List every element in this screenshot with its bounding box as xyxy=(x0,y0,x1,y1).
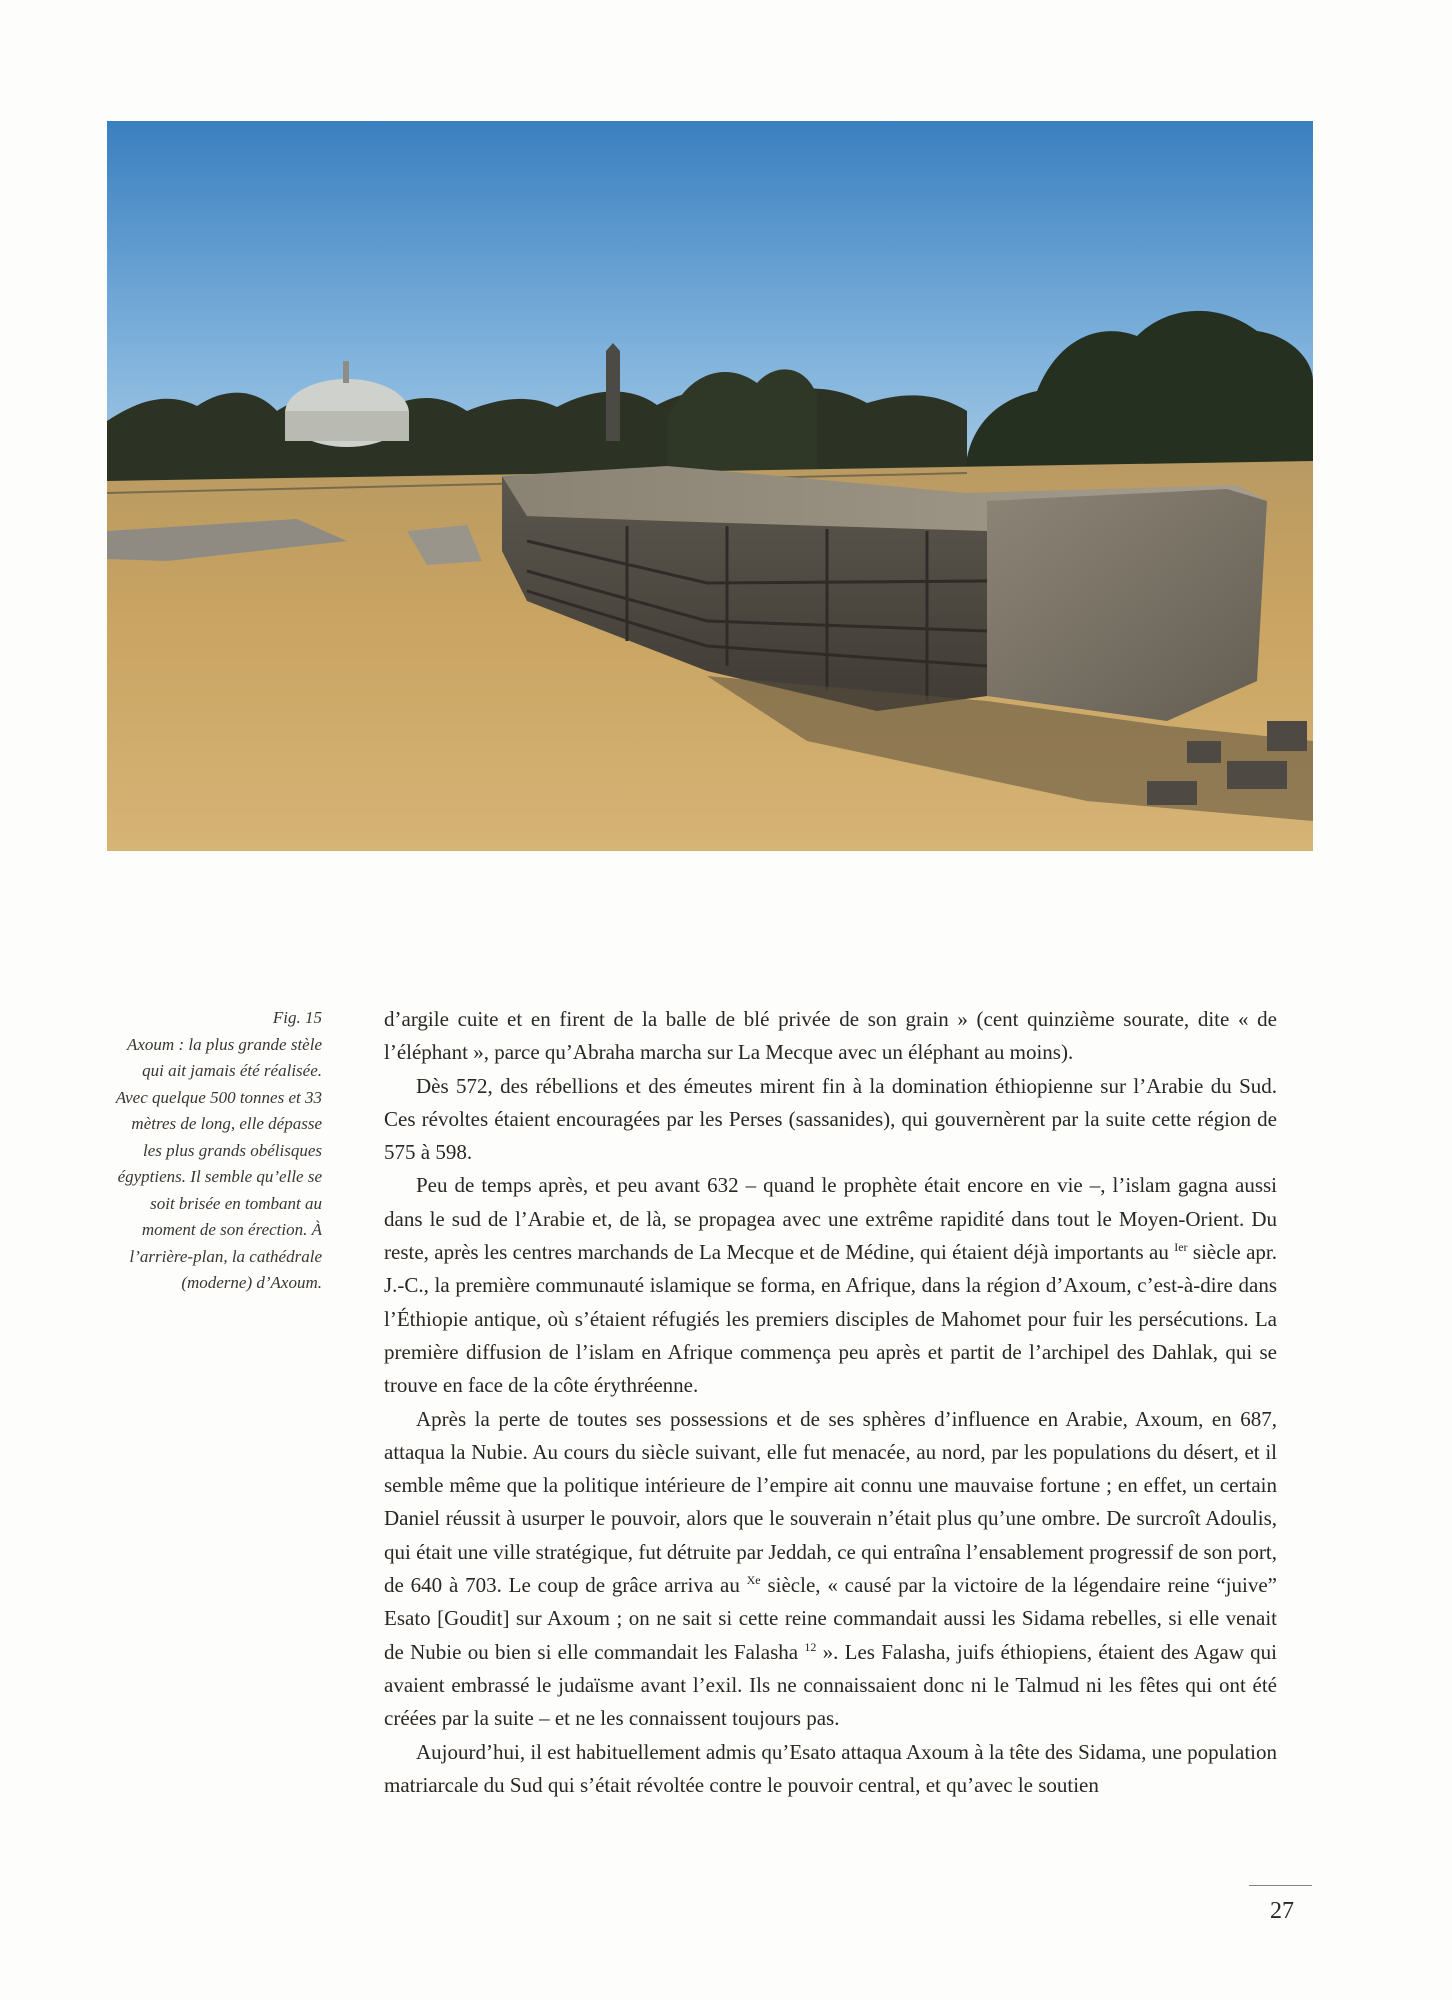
standing-obelisk xyxy=(606,351,620,441)
body-text xyxy=(384,1003,1277,1802)
paragraph-2: Dès 572, des rébellions et des émeutes mirent fin à la domination éthiopienne sur l’Arabie du Sud. Ces révoltes étaient encouragées par les Perses (sassanides), qui gouvernèrent par la suite cette région de 575 à 598. xyxy=(384,1073,1277,1165)
caption-text: Axoum : la plus grande stèle qui ait jamais été réalisée. Avec quelque 500 tonnes et 33 mètres de long, elle dépasse les plus grands obélisques égyptiens. Il semble qu’elle se soit brisée en tombant au moment de son érection. À l’arrière-plan, la cathédrale (moderne) d’Axoum. xyxy=(115,1034,322,1292)
paragraph-3: Peu de temps après, et peu avant 632 – quand le prophète était encore en vie –, l’islam gagna aussi dans le sud de l’Arabie et, de là, se propagea avec une extrême rapidité dans tout le Moyen-Orient. Du reste, après les centres marchands de La Mecque et de Médine, qui étaient déjà importants au $^{Ier}$ siècle apr. J.-C., la première communauté islamique se forma, en Afrique, dans la région d’Axoum, c’est-à-dire dans l’Éthiopie antique, où s’étaient réfugiés les premiers disciples de Mahomet pour fuir les persécutions. La première diffusion de l’islam en Afrique commença peu après et partit de l’archipel des Dahlak, qui se trouve en face de la côte érythréenne. xyxy=(384,1173,1277,1398)
stele-broken-end xyxy=(987,489,1267,721)
paragraph-1: d’argile cuite et en firent de la balle de blé privée de son grain » (cent quinzième sourate, dite « de l’éléphant », parce qu’Abraha marcha sur La Mecque avec un éléphant au moins). xyxy=(384,1007,1277,1065)
stele-photograph xyxy=(107,121,1313,851)
folio-rule xyxy=(1249,1885,1312,1886)
century-superscript: Ier xyxy=(1174,1240,1188,1255)
paragraph-4: Après la perte de toutes ses possessions et de ses sphères d’influence en Arabie, Axoum, en 687, attaqua la Nubie. Au cours du siècle suivant, elle fut menacée, au nord, par les populations du désert, et il semble même que la politique intérieure de l’empire ait connu une mauvaise fortune ; en effet, un certain Daniel réussit à usurper le pouvoir, alors que le souverain n’était plus qu’une ombre. De surcroît Adoulis, qui était une ville stratégique, fut détruite par Jeddah, ce qui entraîna l’ensablement progressif de son port, de 640 à 703. Le coup de grâce arriva au $^{Xe}$ siècle, « causé par la victoire de la légendaire reine “juive” Esato [Goudit] sur Axoum ; on ne sait si cette reine commandait aussi les Sidama rebelles, si elle venait de Nubie ou bien si elle commandait les Falasha $^{12}$ ». Les Falasha, juifs éthiopiens, étaient des Agaw qui avaient embrassé le judaïsme avant l’exil. Ils ne connaissaient donc ni le Talmud ni les fêtes qui ont été créées par la suite – et ne les connaissent toujours pas. xyxy=(384,1406,1277,1731)
century-superscript: Xe xyxy=(746,1573,761,1588)
paragraph-5: Aujourd’hui, il est habituellement admis qu’Esato attaqua Axoum à la tête des Sidama, une population matriarcale du Sud qui s’était révoltée contre le pouvoir central, et qu’avec le soutien xyxy=(384,1739,1277,1797)
page-number: 27 xyxy=(1270,1898,1294,1924)
stele-photo-illustration xyxy=(107,121,1313,851)
figure-label: Fig. 15 xyxy=(272,1008,322,1027)
footnote-reference: 12 xyxy=(804,1639,817,1654)
figure-caption xyxy=(110,1005,322,1297)
